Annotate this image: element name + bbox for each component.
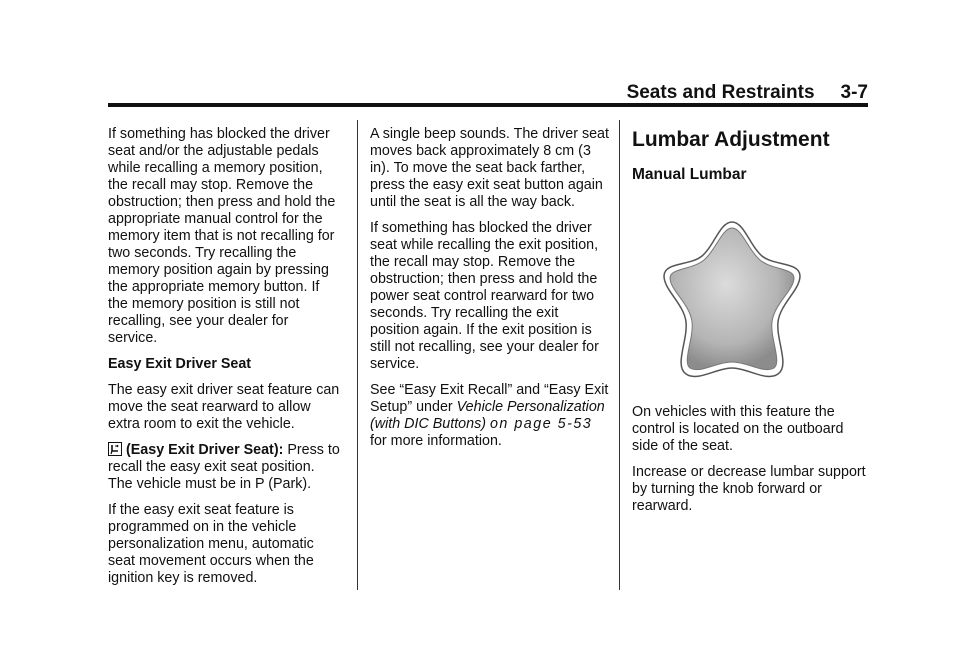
column-1: [108, 126, 340, 596]
subsection-heading: Manual Lumbar: [632, 166, 747, 183]
easy-exit-seat-icon: [108, 442, 122, 456]
button-description: Press to recall the easy exit seat position. The vehicle must be in P (Park).: [108, 442, 340, 492]
page-number: 3-7: [840, 82, 868, 103]
paragraph: [370, 382, 610, 450]
paragraph: If something has blocked the driver seat and/or the adjustable pedals while recalling a memory position, the recall may stop. Remove the obstruction; then press and hold the appropriate manual control for the memory item that is not recalling for two seconds. Try recalling the memory position again by pressing the appropriate memory button. If the memory position is still not recalling, see your dealer for service.: [108, 126, 336, 346]
page-reference[interactable]: on page 5-53: [489, 416, 593, 432]
header-rule: [108, 103, 868, 107]
see-text-end: for more information.: [370, 433, 502, 449]
paragraph: If something has blocked the driver seat while recalling the exit position, the recall may stop. Remove the obstruction; then press and hold the power seat control rearward for two seconds. Try recalling the exit position again. If the exit position is still not recalling, see your dealer for service.: [370, 220, 599, 372]
lumbar-knob-illustration: [662, 218, 802, 388]
paragraph: [108, 442, 340, 493]
paragraph: The easy exit driver seat feature can move the seat rearward to allow extra room to exit the vehicle.: [108, 382, 340, 432]
subheading: Easy Exit Driver Seat: [108, 356, 252, 372]
section-title: Seats and Restraints: [626, 82, 815, 103]
column-divider: [619, 120, 620, 590]
column-3: [632, 128, 868, 524]
button-label: (Easy Exit Driver Seat):: [126, 442, 284, 458]
section-heading: Lumbar Adjustment: [632, 128, 830, 151]
paragraph: A single beep sounds. The driver seat moves back approximately 8 cm (3 in). To move the seat back farther, press the easy exit seat button again until the seat is all the way back.: [370, 126, 609, 210]
paragraph: If the easy exit seat feature is programmed on in the vehicle personalization menu, automatic seat movement occurs when the ignition key is removed.: [108, 502, 314, 586]
see-text: See “Easy Exit Recall” and “Easy Exit Setup” under: [370, 382, 609, 415]
paragraph: Increase or decrease lumbar support by turning the knob forward or rearward.: [632, 464, 866, 514]
column-divider: [357, 120, 358, 590]
column-2: [370, 126, 610, 459]
page-header: [0, 82, 868, 104]
cross-reference-link[interactable]: Vehicle Personalization (with DIC Buttons): [370, 399, 605, 432]
paragraph: On vehicles with this feature the control is located on the outboard side of the seat.: [632, 404, 844, 454]
